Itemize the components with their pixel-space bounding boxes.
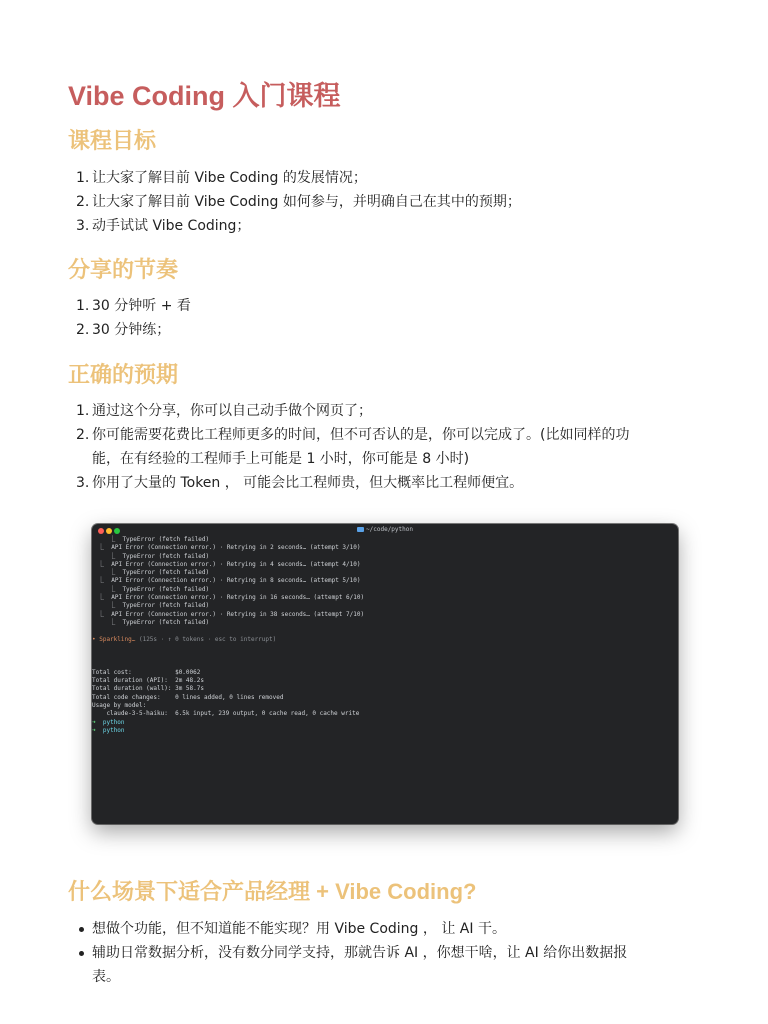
terminal-line: ⎿ TypeError (fetch failed) [102,602,210,610]
list-item: 1. 通过这个分享，你可以自己动手做个网页了； [76,403,372,419]
prompt-directory: python [102,726,125,734]
page-title: Vibe Coding 入门课程 [68,81,341,111]
scenarios-list [68,917,688,989]
terminal-line: ⎿ API Error (Connection error.) · Retrying in 8 seconds… (attempt 5/10) [98,577,361,585]
summary-line: Total duration (wall): 3m 58.7s [92,685,204,693]
list-item-continuation: 表。 [92,969,120,985]
status-detail: (125s · ↑ 0 tokens · esc to interrupt) [135,635,277,643]
prompt-line [92,727,678,735]
section-heading-scenarios: 什么场景下适合产品经理 + Vibe Coding? [68,879,477,904]
list-item: 3. 动手试试 Vibe Coding； [76,218,251,234]
list-item: 2. 你可能需要花费比工程师更多的时间，但不可否认的是，你可以完成了。(比如同样的功 [76,427,630,443]
list-item: 想做个功能，但不知道能不能实现？用 Vibe Coding ， 让 AI 干。 [68,917,688,941]
terminal-output [92,536,678,735]
terminal-line: ⎿ TypeError (fetch failed) [102,552,210,560]
bullet-icon [79,951,84,956]
summary-line: Total duration (API): 2m 48.2s [92,677,204,685]
terminal-screenshot [92,524,678,824]
summary-line: Total cost: $0.0062 [92,668,201,676]
terminal-line: ⎿ TypeError (fetch failed) [102,585,210,593]
bullet-icon [79,927,84,932]
terminal-line: ⎿ API Error (Connection error.) · Retrying in 2 seconds… (attempt 3/10) [98,544,361,552]
terminal-line: ⎿ API Error (Connection error.) · Retrying in 38 seconds… (attempt 7/10) [98,610,365,618]
section-heading-rhythm: 分享的节奏 [68,257,179,282]
list-item: 辅助日常数据分析，没有数分同学支持，那就告诉 AI ，你想干啥，让 AI 给你出数据报 [68,941,688,965]
list-item-continuation: 能，在有经验的工程师手上可能是 1 小时，你可能是 8 小时) [92,451,470,467]
summary-line: Total code changes: 0 lines added, 0 lines removed [92,693,284,701]
summary-line: claude-3-5-haiku: 6.5k input, 239 output, 0 cache read, 0 cache write [92,710,360,718]
rhythm-list [68,294,688,342]
folder-icon [357,527,364,532]
list-item: 2. 让大家了解目前 Vibe Coding 如何参与，并明确自己在其中的预期； [76,194,521,210]
list-item: 2. 30 分钟练； [76,322,171,338]
terminal-line: ⎿ API Error (Connection error.) · Retrying in 16 seconds… (attempt 6/10) [98,594,365,602]
prompt-directory: python [102,718,125,726]
section-heading-goals: 课程目标 [68,128,157,153]
prompt-arrow-icon: ➜ [92,726,96,734]
terminal-status-line [92,636,678,644]
expectations-list [68,399,688,495]
goals-list [68,166,688,238]
terminal-line: ⎿ TypeError (fetch failed) [102,618,210,626]
prompt-arrow-icon: ➜ [92,718,96,726]
section-heading-expectations: 正确的预期 [68,362,179,387]
sparkling-status: • Sparkling… [92,635,136,643]
terminal-line: ⎿ TypeError (fetch failed) [102,569,210,577]
list-item: 1. 让大家了解目前 Vibe Coding 的发展情况； [76,170,367,186]
terminal-line: ⎿ TypeError (fetch failed) [102,536,210,543]
prompt-line [92,719,678,727]
summary-line: Usage by model: [92,701,147,709]
terminal-window-title: ~/code/python [92,526,678,533]
terminal-line: ⎿ API Error (Connection error.) · Retrying in 4 seconds… (attempt 4/10) [98,560,361,568]
list-item: 3. 你用了大量的 Token ， 可能会比工程师贵，但大概率比工程师便宜。 [76,475,524,491]
list-item: 1. 30 分钟听 + 看 [76,298,191,314]
